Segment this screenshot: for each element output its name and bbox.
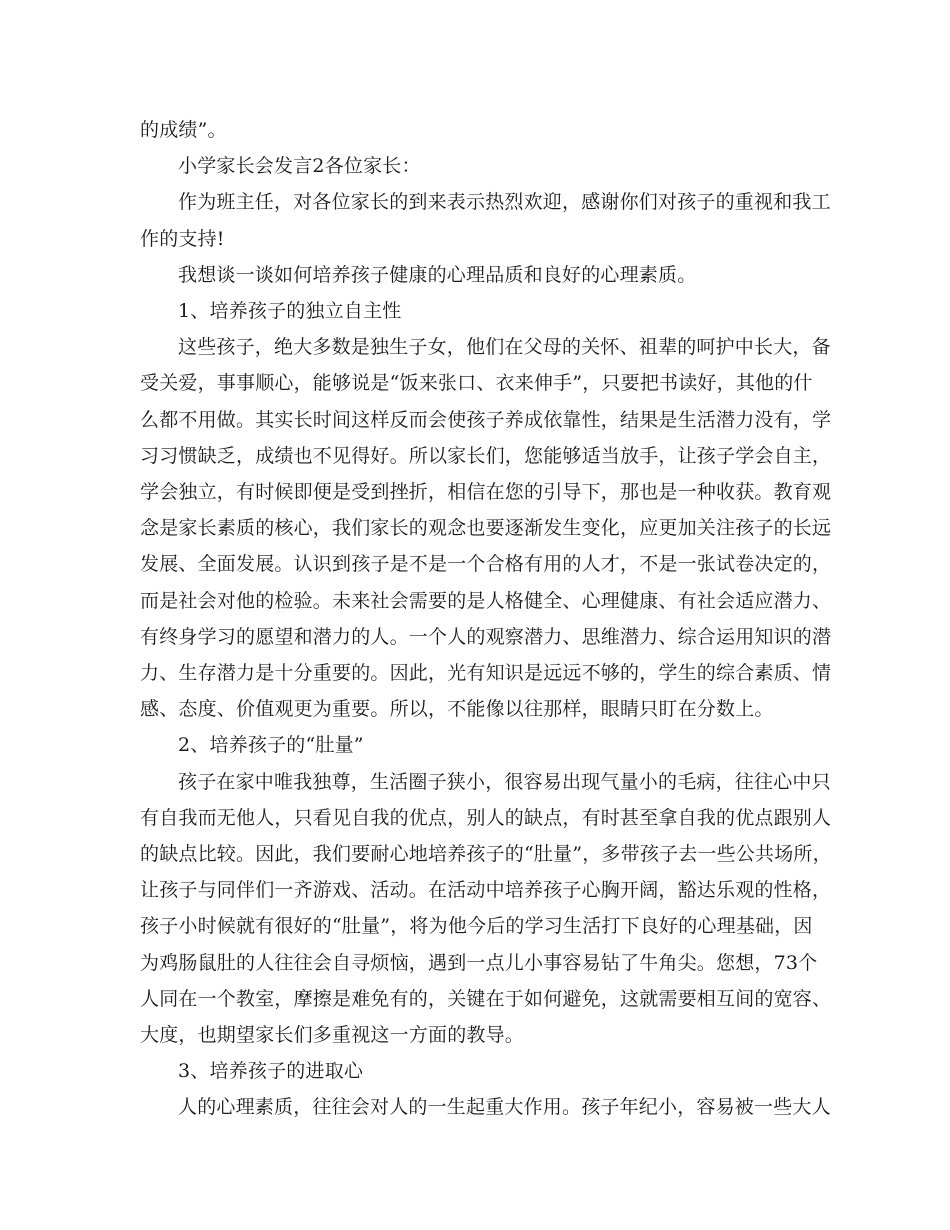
text-line: 念是家长素质的核心，我们家长的观念也要逐渐发生变化，应更加关注孩子的长远: [140, 517, 832, 539]
text-line: 学会独立，有时候即便是受到挫折，相信在您的引导下，那也是一种收获。教育观: [140, 481, 832, 503]
text-line: 感、态度、价值观更为重要。所以，不能像以往那样，眼睛只盯在分数上。: [140, 698, 774, 720]
text-line: 的缺点比较。因此，我们要耐心地培养孩子的“肚量”，多带孩子去一些公共场所，: [140, 843, 832, 865]
text-line: 孩子小时候就有很好的“肚量”，将为他今后的学习生活打下良好的心理基础，因: [140, 915, 813, 937]
text-line: 力、生存潜力是十分重要的。因此，光有知识是远远不够的，学生的综合素质、情: [140, 662, 832, 684]
text-line: 这些孩子，绝大多数是独生子女，他们在父母的关怀、祖辈的呵护中长大，备: [178, 336, 831, 358]
text-line: 作为班主任，对各位家长的到来表示热烈欢迎，感谢你们对孩子的重视和我工: [178, 191, 831, 213]
text-line: 作的支持!: [140, 228, 225, 250]
text-line: 我想谈一谈如何培养孩子健康的心理品质和良好的心理素质。: [178, 264, 697, 286]
text-line: 有自我而无他人，只看见自我的优点，别人的缺点，有时甚至拿自我的优点跟别人: [140, 807, 832, 829]
text-line: 孩子在家中唯我独尊，生活圈子狭小，很容易出现气量小的毛病，往往心中只: [178, 771, 831, 793]
text-line: 习习惯缺乏，成绩也不见得好。所以家长们，您能够适当放手，让孩子学会自主，: [140, 445, 832, 467]
text-line: 有终身学习的愿望和潜力的人。一个人的观察潜力、思维潜力、综合运用知识的潜: [140, 626, 832, 648]
text-line: 受关爱，事事顺心，能够说是“饭来张口、衣来伸手”，只要把书读好，其他的什: [140, 372, 813, 394]
text-line: 为鸡肠鼠肚的人往往会自寻烦恼，遇到一点儿小事容易钻了牛角尖。您想，73个: [140, 952, 818, 974]
text-line: 而是社会对他的检验。未来社会需要的是人格健全、心理健康、有社会适应潜力、: [140, 590, 832, 612]
section-heading: 3、培养孩子的进取心: [178, 1060, 364, 1082]
text-line: 发展、全面发展。认识到孩子是不是一个合格有用的人才，不是一张试卷决定的，: [140, 553, 832, 575]
text-line: 人的心理素质，往往会对人的一生起重大作用。孩子年纪小，容易被一些大人: [178, 1096, 831, 1118]
section-heading: 1、培养孩子的独立自主性: [178, 300, 402, 322]
text-line: 的成绩”。: [140, 119, 227, 141]
text-line: 么都不用做。其实长时间这样反而会使孩子养成依靠性，结果是生活潜力没有，学: [140, 409, 832, 431]
text-line: 让孩子与同伴们一齐游戏、活动。在活动中培养孩子心胸开阔，豁达乐观的性格，: [140, 879, 832, 901]
text-line: 大度，也期望家长们多重视这一方面的教导。: [140, 1024, 525, 1046]
text-line: 小学家长会发言2各位家长：: [178, 155, 421, 177]
text-line: 人同在一个教室，摩擦是难免有的，关键在于如何避免，这就需要相互间的宽容、: [140, 988, 832, 1010]
section-heading: 2、培养孩子的“肚量”: [178, 734, 364, 756]
